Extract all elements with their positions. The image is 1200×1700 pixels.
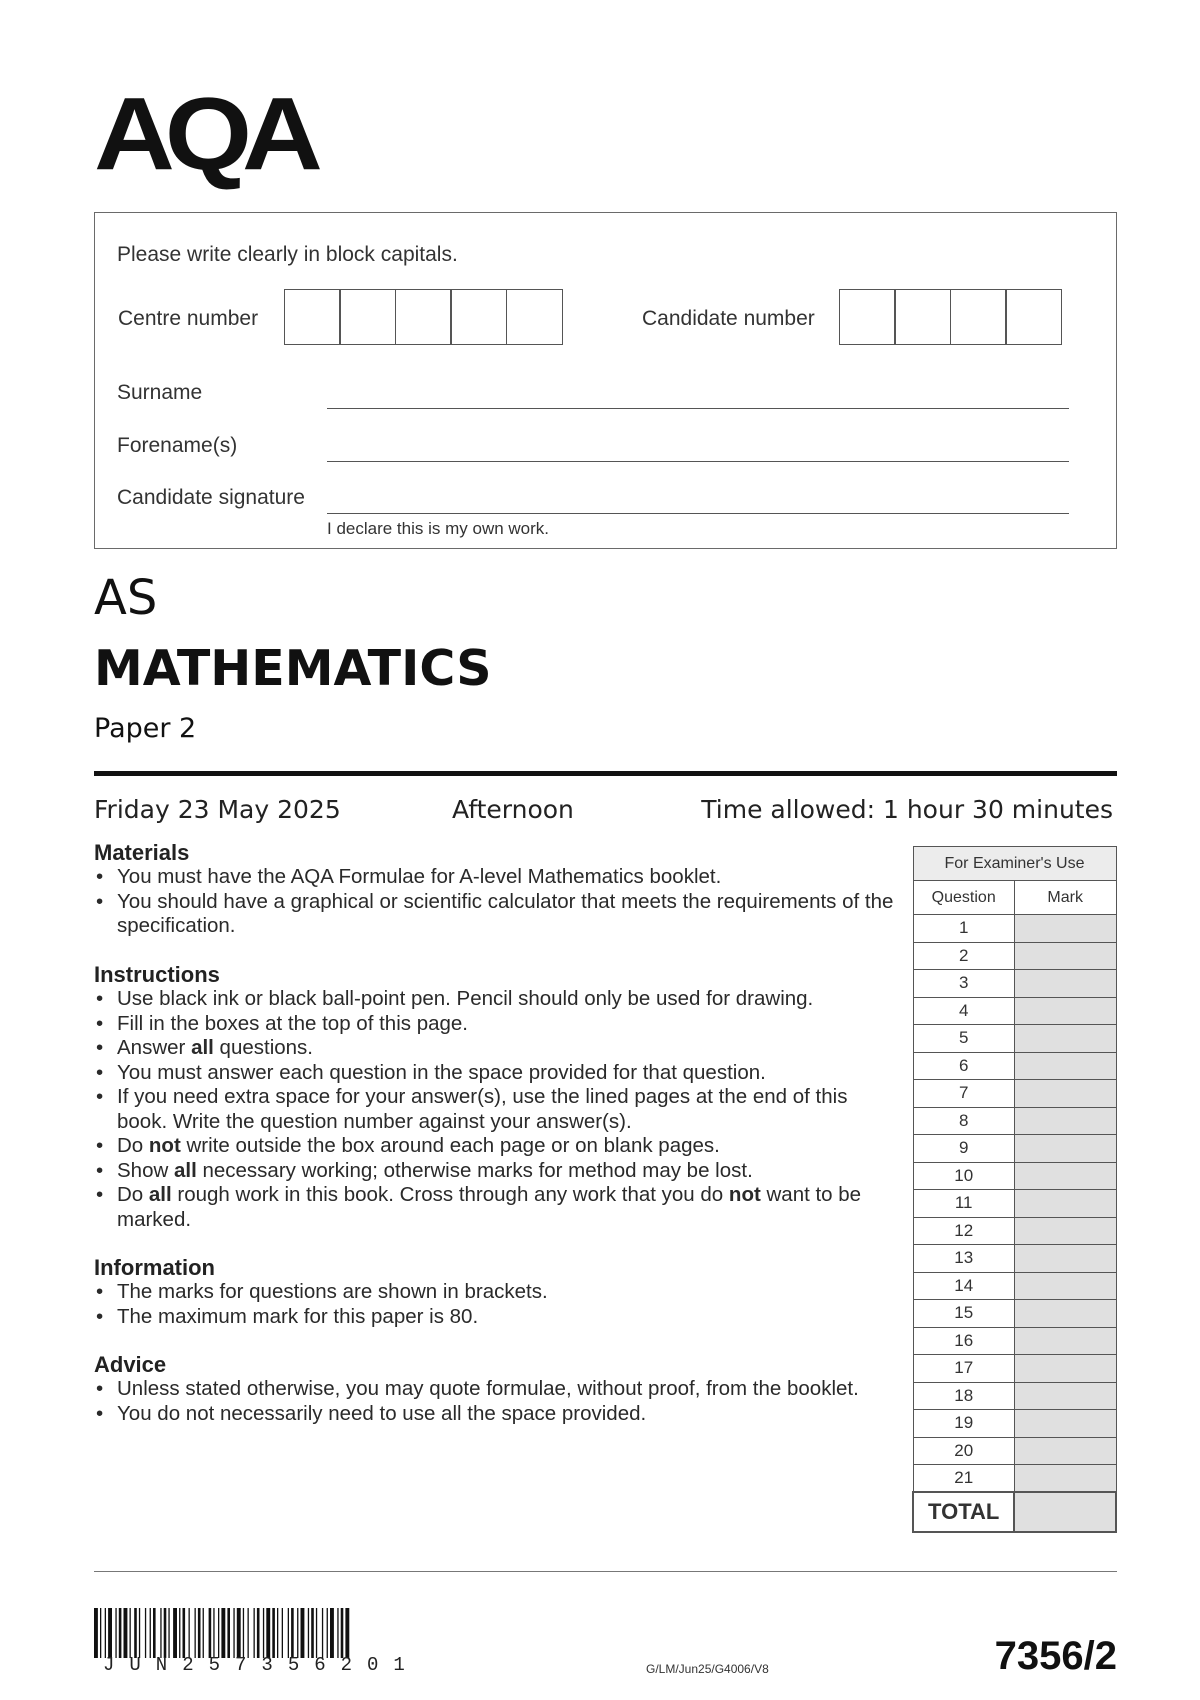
bullet-icon: • [96, 1401, 104, 1425]
list-item-text: Do not write outside the box around each page or on blank pages. [117, 1134, 720, 1157]
mark-cell[interactable] [1014, 1437, 1116, 1465]
examiner-row [913, 1437, 1116, 1465]
mark-cell[interactable] [1014, 942, 1116, 970]
barcode-bar [301, 1608, 305, 1658]
barcode-bar [218, 1608, 219, 1658]
barcode-bar [168, 1608, 169, 1658]
list-item-text: Answer all questions. [117, 1036, 314, 1059]
question-column-header: Question [913, 881, 1014, 915]
list-item-text: The marks for questions are shown in brackets. [117, 1280, 548, 1303]
signature-label: Candidate signature [117, 486, 305, 509]
barcode-bar [288, 1608, 289, 1658]
materials-section [94, 841, 894, 939]
examiner-row [913, 970, 1116, 998]
barcode-bar [243, 1608, 244, 1658]
barcode-bar [94, 1608, 98, 1658]
footer-divider [94, 1571, 1117, 1572]
document-reference: G/LM/Jun25/G4006/V8 [646, 1662, 769, 1676]
barcode-bar [134, 1608, 137, 1658]
barcode-bar [108, 1608, 112, 1658]
bullet-icon: • [96, 1280, 104, 1303]
mark-cell[interactable] [1014, 1217, 1116, 1245]
advice-heading: Advice [94, 1352, 167, 1377]
candidate-digit-box[interactable] [894, 289, 951, 345]
barcode-bar [195, 1608, 196, 1658]
question-number: 4 [913, 997, 1014, 1025]
candidate-digit-box[interactable] [1005, 289, 1062, 345]
candidate-digit-box[interactable] [839, 289, 896, 345]
examiner-row [913, 997, 1116, 1025]
paper-code: 7356/2 [994, 1634, 1117, 1678]
examiner-row [913, 1052, 1116, 1080]
mark-cell[interactable] [1014, 1382, 1116, 1410]
candidate-details-box [94, 212, 1117, 549]
forename-label: Forename(s) [117, 434, 238, 457]
instructions-list [94, 987, 894, 1232]
question-number: 19 [913, 1410, 1014, 1438]
barcode-bar [233, 1608, 234, 1658]
list-item [94, 987, 894, 1012]
barcode-bar [189, 1608, 190, 1658]
barcode-bar [100, 1608, 101, 1658]
bullet-icon: • [96, 1011, 104, 1035]
examiner-row [913, 1300, 1116, 1328]
examiner-row [913, 1135, 1116, 1163]
examiner-row [913, 1327, 1116, 1355]
list-item-text: The maximum mark for this paper is 80. [117, 1304, 479, 1328]
mark-cell[interactable] [1014, 1300, 1116, 1328]
examiner-row [913, 1465, 1116, 1493]
list-item [94, 1085, 894, 1134]
barcode-bar [160, 1608, 161, 1658]
examiner-row [913, 1162, 1116, 1190]
barcode-bar [105, 1608, 106, 1658]
barcode-bar [254, 1608, 255, 1658]
information-heading: Information [94, 1255, 215, 1280]
instructions-section [94, 963, 894, 1232]
question-number: 14 [913, 1272, 1014, 1300]
list-item [94, 1134, 894, 1159]
barcode-bar [272, 1608, 275, 1658]
examiner-row [913, 1217, 1116, 1245]
mark-cell[interactable] [1014, 997, 1116, 1025]
question-number: 15 [913, 1300, 1014, 1328]
examiner-row [913, 942, 1116, 970]
examiner-row [913, 1245, 1116, 1273]
barcode-bar [203, 1608, 204, 1658]
list-item-text: Use black ink or black ball-point pen. Pencil should only be used for drawing. [117, 987, 814, 1010]
barcode-bar [341, 1608, 344, 1658]
mark-cell[interactable] [1014, 1355, 1116, 1383]
question-number: 16 [913, 1327, 1014, 1355]
question-number: 9 [913, 1135, 1014, 1163]
paper-title: Paper 2 [94, 713, 197, 744]
examiner-row [913, 1382, 1116, 1410]
examiner-row [913, 1080, 1116, 1108]
candidate-number-field[interactable] [840, 289, 1062, 345]
mark-cell[interactable] [1014, 1327, 1116, 1355]
question-number: 7 [913, 1080, 1014, 1108]
total-label: TOTAL [913, 1492, 1014, 1532]
barcode-bar [322, 1608, 323, 1658]
centre-digit-box[interactable] [339, 289, 396, 345]
barcode-bar [119, 1608, 122, 1658]
barcode-bar [150, 1608, 151, 1658]
question-number: 1 [913, 915, 1014, 943]
question-number: 11 [913, 1190, 1014, 1218]
question-number: 8 [913, 1107, 1014, 1135]
barcode-bar [130, 1608, 131, 1658]
list-item [94, 1183, 894, 1232]
list-item [94, 1402, 894, 1427]
information-section [94, 1256, 894, 1329]
bullet-icon: • [96, 1060, 104, 1084]
mark-column-header: Mark [1014, 881, 1116, 915]
question-number: 5 [913, 1025, 1014, 1053]
declaration-text: I declare this is my own work. [327, 519, 550, 538]
mark-cell[interactable] [1014, 1465, 1116, 1493]
barcode-bar [179, 1608, 180, 1658]
bullet-icon: • [96, 1085, 104, 1108]
subject-title: MATHEMATICS [94, 640, 492, 697]
examiner-row [913, 915, 1116, 943]
barcode-bar [248, 1608, 249, 1658]
mark-cell[interactable] [1014, 1190, 1116, 1218]
centre-digit-box[interactable] [284, 289, 341, 345]
list-item-text: Fill in the boxes at the top of this page. [117, 1011, 468, 1035]
bullet-icon: • [96, 987, 104, 1010]
list-item-text: You must answer each question in the space provided for that question. [117, 1060, 766, 1084]
mark-cell[interactable] [1014, 1025, 1116, 1053]
mark-cell[interactable] [1014, 970, 1116, 998]
heading-divider [94, 771, 1117, 776]
barcode-bar [291, 1608, 294, 1658]
exam-session: Afternoon [452, 795, 574, 824]
mark-cell[interactable] [1014, 1245, 1116, 1273]
mark-cell[interactable] [1014, 1052, 1116, 1080]
barcode-bar [124, 1608, 128, 1658]
list-item-text: Unless stated otherwise, you may quote formulae, without proof, from the booklet. [117, 1377, 859, 1400]
question-number: 6 [913, 1052, 1014, 1080]
barcode-bar [263, 1608, 264, 1658]
list-item-text: You should have a graphical or scientific calculator that meets the requirements of the specification. [117, 889, 894, 937]
information-list [94, 1280, 894, 1329]
list-item [94, 865, 894, 890]
barcode-bar [153, 1608, 156, 1658]
list-item [94, 1159, 894, 1184]
barcode-bar [213, 1608, 214, 1658]
barcode-bar [330, 1608, 334, 1658]
examiner-row [913, 1355, 1116, 1383]
centre-number-label: Centre number [118, 307, 259, 330]
mark-cell[interactable] [1014, 915, 1116, 943]
mark-cell[interactable] [1014, 1410, 1116, 1438]
question-number: 20 [913, 1437, 1014, 1465]
signature-field[interactable] [327, 513, 1069, 514]
candidate-number-label: Candidate number [642, 307, 815, 330]
surname-label: Surname [117, 381, 203, 404]
bullet-icon: • [96, 865, 104, 888]
barcode-bar [115, 1608, 116, 1658]
list-item [94, 1377, 894, 1402]
total-mark-cell[interactable] [1014, 1492, 1116, 1532]
barcode-bar [308, 1608, 309, 1658]
qualification-level: AS [94, 570, 158, 626]
barcode-bar [221, 1608, 225, 1658]
bullet-icon: • [96, 1183, 104, 1206]
block-capitals-instruction: Please write clearly in block capitals. [117, 243, 458, 266]
instructions-heading: Instructions [94, 962, 220, 987]
examiner-row [913, 1025, 1116, 1053]
barcode-bar [316, 1608, 317, 1658]
barcode-bar [173, 1608, 177, 1658]
list-item [94, 890, 894, 939]
candidate-digit-box[interactable] [950, 289, 1007, 345]
list-item-text: You must have the AQA Formulae for A-level Mathematics booklet. [117, 865, 722, 888]
barcode-bar [145, 1608, 146, 1658]
barcode-bar [227, 1608, 230, 1658]
list-item-text: You do not necessarily need to use all the space provided. [117, 1401, 647, 1425]
barcode-bar [209, 1608, 212, 1658]
barcode-bar [139, 1608, 140, 1658]
barcode-bar [257, 1608, 260, 1658]
list-item [94, 1305, 894, 1330]
bullet-icon: • [96, 1158, 104, 1182]
materials-heading: Materials [94, 840, 190, 865]
question-number: 12 [913, 1217, 1014, 1245]
barcode-bar [297, 1608, 298, 1658]
centre-digit-box[interactable] [450, 289, 507, 345]
list-item [94, 1012, 894, 1037]
question-number: 3 [913, 970, 1014, 998]
forename-field[interactable] [327, 461, 1069, 462]
total-row [913, 1492, 1116, 1532]
centre-digit-box[interactable] [395, 289, 452, 345]
barcode-bar [337, 1608, 338, 1658]
barcode-bar [266, 1608, 270, 1658]
mark-cell[interactable] [1014, 1162, 1116, 1190]
question-number: 13 [913, 1245, 1014, 1273]
advice-list [94, 1377, 894, 1426]
question-number: 17 [913, 1355, 1014, 1383]
bullet-icon: • [96, 1036, 104, 1059]
list-item-text: Do all rough work in this book. Cross through any work that you do not want to be marked. [117, 1183, 862, 1231]
barcode-bar [198, 1608, 201, 1658]
mark-cell[interactable] [1014, 1080, 1116, 1108]
surname-field[interactable] [327, 408, 1069, 409]
advice-section [94, 1353, 894, 1426]
list-item [94, 1280, 894, 1305]
exam-date: Friday 23 May 2025 [94, 795, 341, 824]
examiner-row [913, 1107, 1116, 1135]
question-number: 2 [913, 942, 1014, 970]
barcode-bar [277, 1608, 278, 1658]
centre-number-field[interactable] [285, 289, 563, 345]
time-allowed: Time allowed: 1 hour 30 minutes [701, 795, 1113, 824]
examiner-row [913, 1190, 1116, 1218]
list-item [94, 1036, 894, 1061]
list-item [94, 1061, 894, 1086]
examiner-table-title: For Examiner's Use [913, 847, 1116, 881]
question-number: 21 [913, 1465, 1014, 1493]
mark-cell[interactable] [1014, 1272, 1116, 1300]
mark-cell[interactable] [1014, 1107, 1116, 1135]
barcode-bar [237, 1608, 241, 1658]
aqa-logo: AQA [94, 76, 313, 192]
barcode-bar [183, 1608, 186, 1658]
bullet-icon: • [96, 1134, 104, 1157]
centre-digit-box[interactable] [506, 289, 563, 345]
barcode [94, 1608, 479, 1658]
examiner-row [913, 1410, 1116, 1438]
barcode-bar [164, 1608, 167, 1658]
bullet-icon: • [96, 1377, 104, 1400]
barcode-bar [345, 1608, 349, 1658]
materials-list [94, 865, 894, 939]
barcode-bar [327, 1608, 328, 1658]
examiner-use-table [912, 846, 1117, 1533]
question-number: 10 [913, 1162, 1014, 1190]
list-item-text: If you need extra space for your answer(s), use the lined pages at the end of this book. Write the question number against your answer(s). [117, 1085, 848, 1133]
list-item-text: Show all necessary working; otherwise marks for method may be lost. [117, 1158, 753, 1182]
barcode-digits: JUN257356201 [103, 1654, 420, 1676]
barcode-bar [282, 1608, 283, 1658]
mark-cell[interactable] [1014, 1135, 1116, 1163]
question-number: 18 [913, 1382, 1014, 1410]
barcode-bar [311, 1608, 314, 1658]
examiner-row [913, 1272, 1116, 1300]
bullet-icon: • [96, 1304, 104, 1328]
bullet-icon: • [96, 889, 104, 913]
